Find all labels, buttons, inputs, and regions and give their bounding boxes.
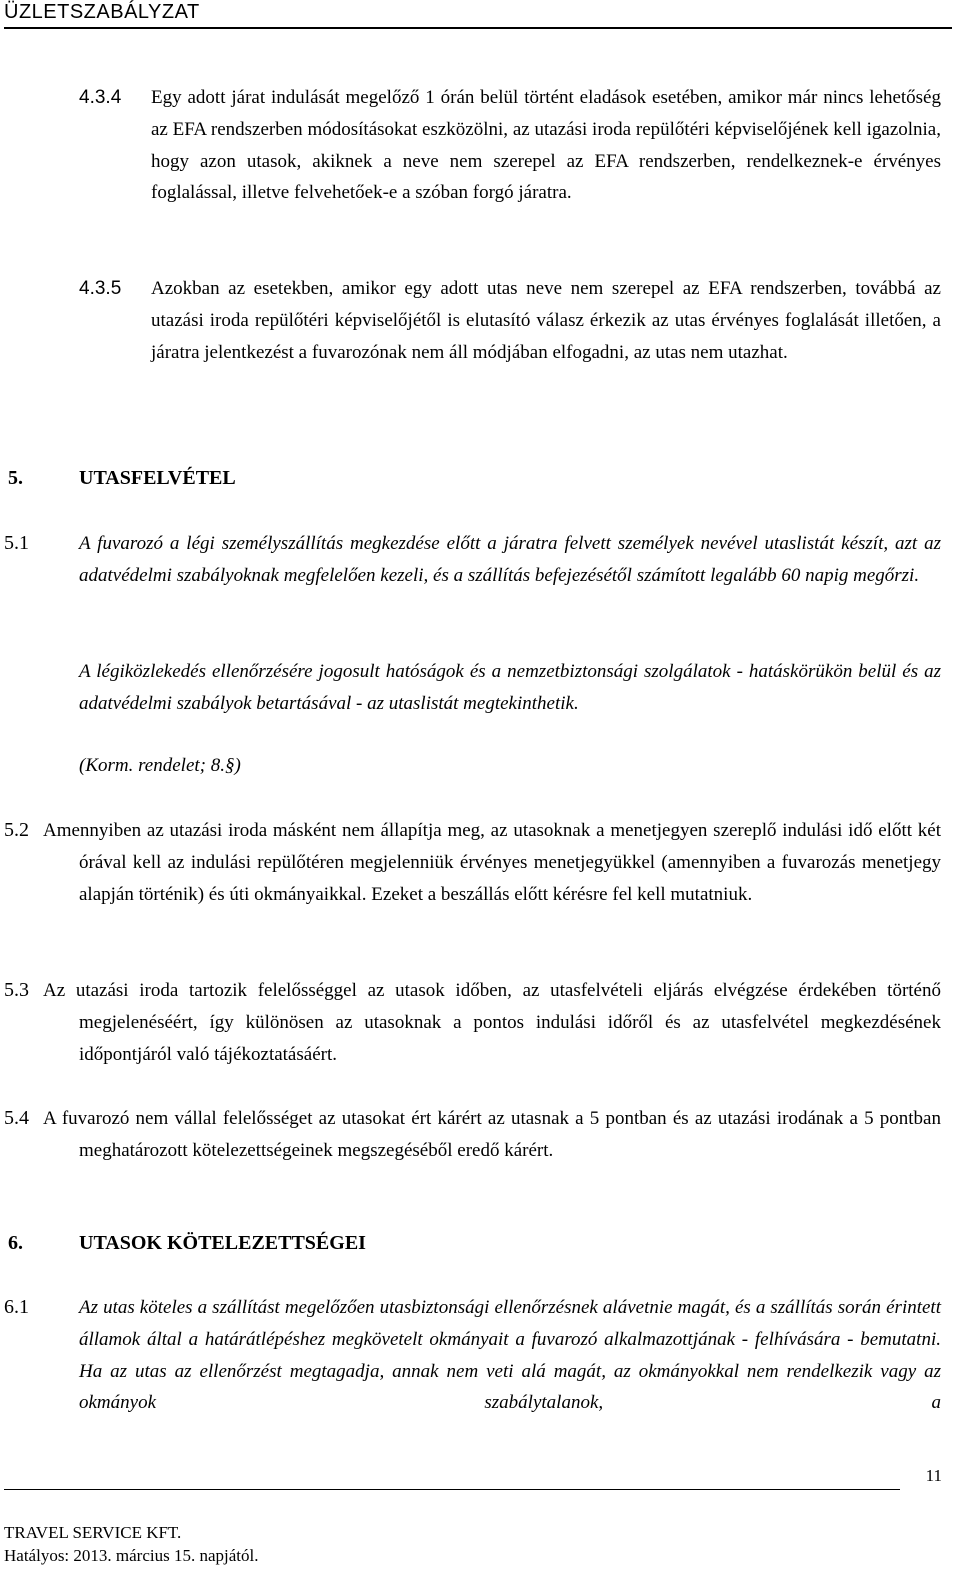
section-5-4-body: A fuvarozó nem vállal felelősséget az utasokat ért kárért az utasnak a 5 pontban és az utazási irodának a 5 pontban meghatározott kötelezettségeinek megszegéséből eredő kárért. — [43, 1108, 941, 1161]
chapter-5-title: UTASFELVÉTEL — [79, 467, 236, 489]
footer-effective-date: Hatályos: 2013. március 15. napjától. — [4, 1546, 259, 1565]
section-number-6-1: 6.1 — [4, 1296, 29, 1318]
section-4-3-5-text: Azokban az esetekben, amikor egy adott utas neve nem szerepel az EFA rendszerben, továbbá az utazási iroda repülőtéri képviselőjétől is elutasító válasz érkezik az utas érvényes foglalását illetően, a járatra jelentkezést a fuvarozónak nem áll módjában elfogadni, az utas nem utazhat. — [151, 278, 941, 363]
section-5-2-body: Amennyiben az utazási iroda másként nem állapítja meg, az utasoknak a menetjegyen szereplő indulási idő előtt két órával kell az indulási repülőtéren megjelenniük érvényes menetjegyükkel (amennyiben a fuvarozás menetjegy alapján történik) és úti okmányaikkal. Ezeket a beszállás előtt kérésre fel kell mutatniuk. — [43, 820, 941, 905]
page-number: 11 — [925, 1466, 942, 1485]
section-number-5-1: 5.1 — [4, 532, 29, 554]
section-5-1-reference: (Korm. rendelet; 8.§) — [79, 755, 241, 776]
section-number-5-3: 5.3 — [4, 979, 29, 1001]
section-4-3-4-text: Egy adott járat indulását megelőző 1 órán belül történt eladások esetében, amikor már nincs lehetőség az EFA rendszerben módosításokat eszközölni, az utazási iroda repülőtéri képviselőjének kell igazolnia, hogy azon utasok, akiknek a neve nem szerepel az EFA rendszerben, rendelkeznek-e érvényes foglalással, illetve felvehetőek-e a szóban forgó járatra. — [151, 87, 941, 204]
chapter-6-title: UTASOK KÖTELEZETTSÉGEI — [79, 1232, 366, 1254]
chapter-6-heading — [8, 1231, 366, 1255]
footer-divider — [4, 1489, 900, 1490]
document-header-title: ÜZLETSZABÁLYZAT — [4, 1, 200, 23]
section-number-5-4: 5.4 — [4, 1107, 29, 1129]
section-number-4-3-5: 4.3.5 — [79, 278, 122, 299]
section-5-3-body: Az utazási iroda tartozik felelősséggel az utasok időben, az utasfelvételi eljárás elvégzése érdekében történő megjelenéséért, így különösen az utasoknak a pontos indulási időről és az utasfelvétel megkezdésének időpontjáról való tájékoztatásáért. — [43, 980, 941, 1065]
section-5-1-body: A fuvarozó a légi személyszállítás megkezdése előtt a járatra felvett személyek nevével utaslistát készít, azt az adatvédelmi szabályoknak megfelelően kezeli, és a szállítás befejezésétől számított legalább 60 napig megőrzi. — [79, 533, 941, 586]
footer-company: TRAVEL SERVICE KFT. — [4, 1523, 182, 1542]
chapter-5-heading — [8, 466, 236, 490]
section-5-2-text — [43, 815, 941, 910]
section-number-4-3-4: 4.3.4 — [79, 87, 122, 108]
section-5-4-text — [43, 1103, 941, 1167]
section-5-3-text — [43, 975, 941, 1070]
header-divider — [4, 27, 952, 29]
section-5-1-text — [79, 528, 941, 592]
section-5-1-text-2: A légiközlekedés ellenőrzésére jogosult hatóságok és a nemzetbiztonsági szolgálatok - hatáskörükön belül és az adatvédelmi szabályok betartásával - az utaslistát megtekinthetik. — [79, 661, 941, 714]
chapter-6-number: 6. — [8, 1232, 23, 1254]
section-number-5-2: 5.2 — [4, 819, 29, 841]
section-6-1-text: Az utas köteles a szállítást megelőzően utasbiztonsági ellenőrzésnek alávetnie magát, és a szállítás során érintett államok által a határátlépéshez megkövetelt okmányait a fuvarozó alkalmazottjának - felhívására - bemutatni. Ha az utas az ellenőrzést megtagadja, annak nem veti alá magát, az okmányokkal nem rendelkezik vagy az okmányok szabálytalanok, a — [79, 1297, 941, 1414]
chapter-5-number: 5. — [8, 467, 23, 489]
